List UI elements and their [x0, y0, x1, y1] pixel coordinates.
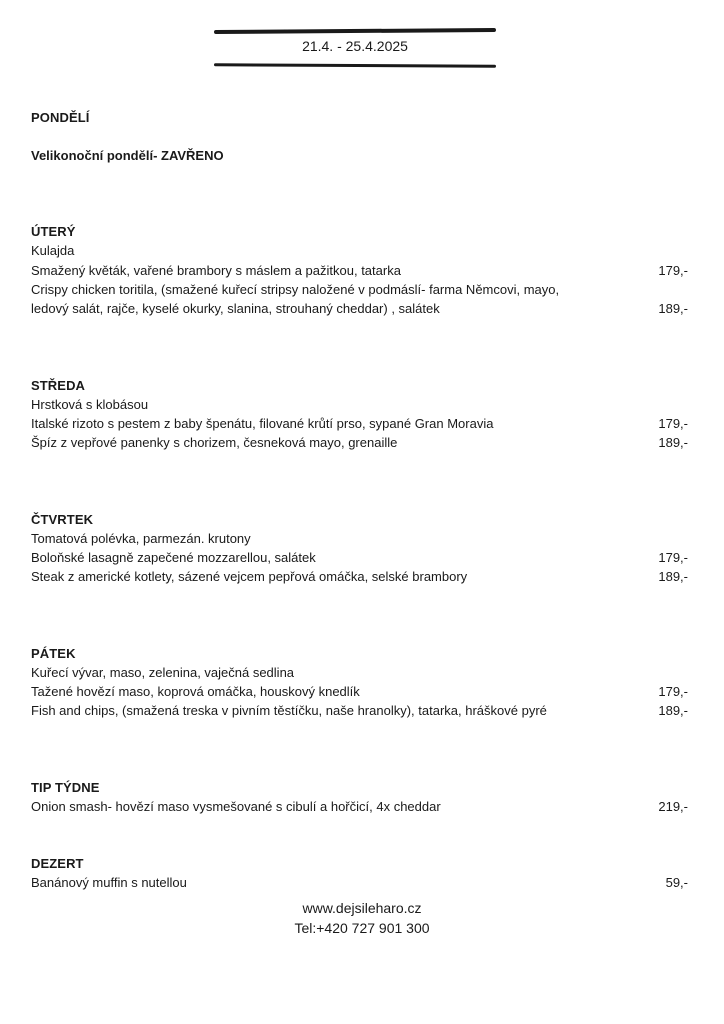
thursday-soup: Tomatová polévka, parmezán. krutony	[31, 531, 251, 546]
tuesday-item-2-line-2: ledový salát, rajče, kyselé okurky, slanina, strouhaný cheddar) , salátek	[31, 301, 440, 316]
friday-heading: PÁTEK	[31, 646, 76, 661]
wednesday-item-2-price: 189,-	[658, 435, 688, 450]
thursday-item-2: Steak z americké kotlety, sázené vejcem pepřová omáčka, selské brambory	[31, 569, 468, 584]
thursday-item-1: Boloňské lasagně zapečené mozzarellou, salátek	[31, 550, 316, 565]
wednesday-item-2: Špíz z vepřové panenky s chorizem, česneková mayo, grenaille	[31, 435, 398, 450]
tuesday-item-1: Smažený květák, vařené brambory s máslem a pažitkou, tatarka	[31, 263, 401, 278]
dessert-item: Banánový muffin s nutellou	[31, 875, 187, 890]
tip-heading: TIP TÝDNE	[31, 780, 100, 795]
header-brush-line-bottom	[214, 63, 496, 67]
wednesday-item-1: Italské rizoto s pestem z baby špenátu, filované krůtí prso, sypané Gran Moravia	[31, 416, 494, 431]
thursday-item-2-price: 189,-	[658, 569, 688, 584]
friday-item-2: Fish and chips, (smažená treska v pivním těstíčku, naše hranolky), tatarka, hráškové pyré	[31, 703, 547, 718]
friday-item-1-price: 179,-	[658, 684, 688, 699]
footer-phone: Tel:+420 727 901 300	[294, 920, 430, 936]
friday-item-1: Tažené hovězí maso, koprová omáčka, houskový knedlík	[31, 684, 360, 699]
tip-item-price: 219,-	[658, 799, 688, 814]
tuesday-heading: ÚTERÝ	[31, 224, 76, 239]
tip-item: Onion smash- hovězí maso vysmešované s cibulí a hořčicí, 4x cheddar	[31, 799, 441, 814]
wednesday-item-1-price: 179,-	[658, 416, 688, 431]
tuesday-soup: Kulajda	[31, 243, 75, 258]
monday-closed-note: Velikonoční pondělí- ZAVŘENO	[31, 148, 224, 163]
tuesday-item-2-line-1: Crispy chicken toritila, (smažené kuřecí stripsy naložené v podmáslí- farma Němcovi, mayo,	[31, 282, 560, 297]
friday-item-2-price: 189,-	[658, 703, 688, 718]
thursday-item-1-price: 179,-	[658, 550, 688, 565]
friday-soup: Kuřecí vývar, maso, zelenina, vaječná sedlina	[31, 665, 295, 680]
footer-website: www.dejsileharo.cz	[302, 900, 422, 916]
monday-heading: PONDĚLÍ	[31, 110, 90, 125]
thursday-heading: ČTVRTEK	[31, 512, 94, 527]
dessert-heading: DEZERT	[31, 856, 84, 871]
dessert-item-price: 59,-	[665, 875, 688, 890]
wednesday-heading: STŘEDA	[31, 378, 86, 393]
wednesday-soup: Hrstková s klobásou	[31, 397, 149, 412]
header-brush-line-top	[214, 28, 496, 34]
tuesday-item-2-price: 189,-	[658, 301, 688, 316]
tuesday-item-1-price: 179,-	[658, 263, 688, 278]
date-range: 21.4. - 25.4.2025	[302, 38, 408, 54]
